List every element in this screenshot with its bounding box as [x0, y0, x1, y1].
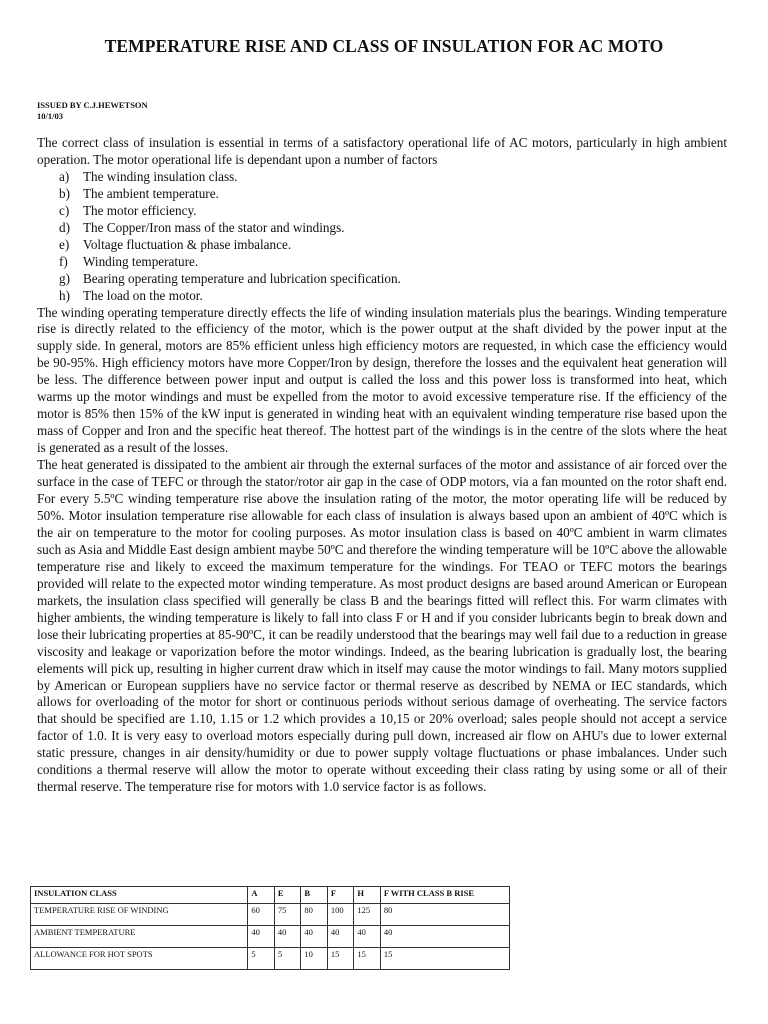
table-cell: 40 — [301, 926, 327, 948]
table-cell: 10 — [301, 948, 327, 970]
intro-paragraph: The correct class of insulation is essential in terms of a satisfactory operational life of AC motors, particularly in high ambient operation. The motor operational life is dependant upon a number of factors — [37, 135, 727, 167]
list-item-text: The motor efficiency. — [83, 202, 197, 218]
list-item — [37, 169, 727, 186]
list-item — [37, 254, 727, 271]
list-item — [37, 186, 727, 203]
list-marker: f) — [59, 253, 68, 269]
table-header-cell: A — [248, 887, 274, 904]
table-header-row — [31, 887, 510, 904]
table-cell: 15 — [380, 948, 509, 970]
list-item — [37, 237, 727, 254]
list-marker: e) — [59, 236, 70, 252]
list-item-text: Winding temperature. — [83, 253, 199, 269]
list-marker: a) — [59, 168, 70, 184]
list-item-text: The winding insulation class. — [83, 168, 238, 184]
list-marker: d) — [59, 219, 70, 235]
list-item-text: The ambient temperature. — [83, 185, 219, 201]
table-cell: 5 — [248, 948, 274, 970]
factors-list — [37, 169, 727, 305]
list-item-text: The load on the motor. — [83, 287, 203, 303]
document-title: TEMPERATURE RISE AND CLASS OF INSULATION FOR AC MOTO — [104, 36, 664, 56]
table-cell: 40 — [248, 926, 274, 948]
paragraph-heat-dissipation: The heat generated is dissipated to the ambient air through the external surfaces of the motor and assistance of air forced over the surface in the case of TEFC or through the stator/rotor air gap in the case of ODP motors, via a fan mounted on the rotor shaft end. For every 5.5ºC winding temperature rise above the insulation rating of the motor, the motor operating life will be reduced by 50%. Motor insulation temperature rise allowable for each class of insulation is always based upon an ambient of 40ºC which is the air on temperature to the motor for cooling purposes. As motor insulation class is based on 40ºC ambient in warm climates such as Asia and Middle East design ambient maybe 50ºC and therefore the winding temperature will be 10ºC above the allowable temperature rise and likely to exceed the maximum temperature for the windings. For TEAO or TEFC motors the bearings provided will relate to the expected motor winding temperature. As most product designs are based around American or European markets, the insulation class specified will generally be class B and the bearings fitted will reflect this. For warm climates with higher ambients, the winding temperature is likely to fall into class F or H and if you consider lubricants begin to break down and lose their lubricating properties at 85-90ºC, it can be readily understood that the bearings may well fail due to a reduction in grease viscosity and leakage or vaporization before the motor windings. Indeed, as the bearing lubrication is gradually lost, the bearing elements will pick up, resulting in higher current draw which in itself may cause the motor windings to fail. Many motors supplied by American or European suppliers have no service factor or thermal reserve as described by NEMA or IEC standards, which allows for overloading of the motor for short or continuous periods without serious damage of overheating. The service factors that should be specified are 1.10, 1.15 or 1.2 which provides a 10,15 or 20% overload; sales people should not accept a service factor of 1.0. It is very easy to overload motors especially during pull down, increased air flow on AHU's due to lower external static pressure, changes in air density/humidity or due to power supply voltage fluctuations or phase imbalances. Under such conditions a thermal reserve will allow the motor to operate without exceeding their class rating by using some or all of their thermal reserve. The temperature rise for motors with 1.0 service factor is as follows. — [37, 457, 727, 795]
table-cell: 40 — [274, 926, 300, 948]
table-cell: 15 — [354, 948, 380, 970]
table-row — [31, 926, 510, 948]
list-marker: b) — [59, 185, 70, 201]
table-header-cell: F WITH CLASS B RISE — [380, 887, 509, 904]
list-item — [37, 288, 727, 305]
table-cell: 100 — [327, 904, 353, 926]
table-row — [31, 904, 510, 926]
list-item — [37, 203, 727, 220]
table-cell: 80 — [380, 904, 509, 926]
table-cell: 40 — [380, 926, 509, 948]
table-cell: 80 — [301, 904, 327, 926]
list-item — [37, 220, 727, 237]
list-item — [37, 271, 727, 288]
table-header-cell: INSULATION CLASS — [31, 887, 248, 904]
list-item-text: Bearing operating temperature and lubrication specification. — [83, 270, 401, 286]
table-cell: 40 — [327, 926, 353, 948]
list-marker: c) — [59, 202, 70, 218]
table-header-cell: H — [354, 887, 380, 904]
issued-block — [37, 100, 148, 122]
table-header-cell: F — [327, 887, 353, 904]
issue-date: 10/1/03 — [37, 111, 63, 121]
table-header-cell: E — [274, 887, 300, 904]
insulation-class-table — [30, 886, 510, 970]
table-row — [31, 948, 510, 970]
list-item-text: The Copper/Iron mass of the stator and windings. — [83, 219, 345, 235]
table-cell: AMBIENT TEMPERATURE — [31, 926, 248, 948]
list-item-text: Voltage fluctuation & phase imbalance. — [83, 236, 292, 252]
table-cell: 60 — [248, 904, 274, 926]
table-cell: TEMPERATURE RISE OF WINDING — [31, 904, 248, 926]
table-cell: 5 — [274, 948, 300, 970]
list-marker: g) — [59, 270, 70, 286]
list-marker: h) — [59, 287, 70, 303]
table-cell: 75 — [274, 904, 300, 926]
table-cell: ALLOWANCE FOR HOT SPOTS — [31, 948, 248, 970]
document-body — [37, 135, 727, 796]
table-cell: 40 — [354, 926, 380, 948]
table-header-cell: B — [301, 887, 327, 904]
table-cell: 15 — [327, 948, 353, 970]
issued-by: ISSUED BY C.J.HEWETSON — [37, 100, 148, 110]
paragraph-winding-temperature: The winding operating temperature directly effects the life of winding insulation materials plus the bearings. Winding temperature rise is directly related to the efficiency of the motor, which is the power output at the shaft divided by the power input at the supply side. In general, motors are 85% efficient unless high efficiency motors are requested, in which case the efficiency would be 90-95%. High efficiency motors have more Copper/Iron by design, therefore the losses and the equivalent heat generation will be less. The difference between power input and output is called the loss and this power loss is transformed into heat, which warms up the motor windings and must be expelled from the motor to avoid excessive temperature rise. If the efficiency of the motor is 85% then 15% of the kW input is generated in winding heat with an equivalent winding temperature rise based upon the mass of Copper and Iron and the specific heat thereof. The hottest part of the windings is in the centre of the slots where the heat is generated as a result of the losses. — [37, 304, 727, 456]
table-cell: 125 — [354, 904, 380, 926]
